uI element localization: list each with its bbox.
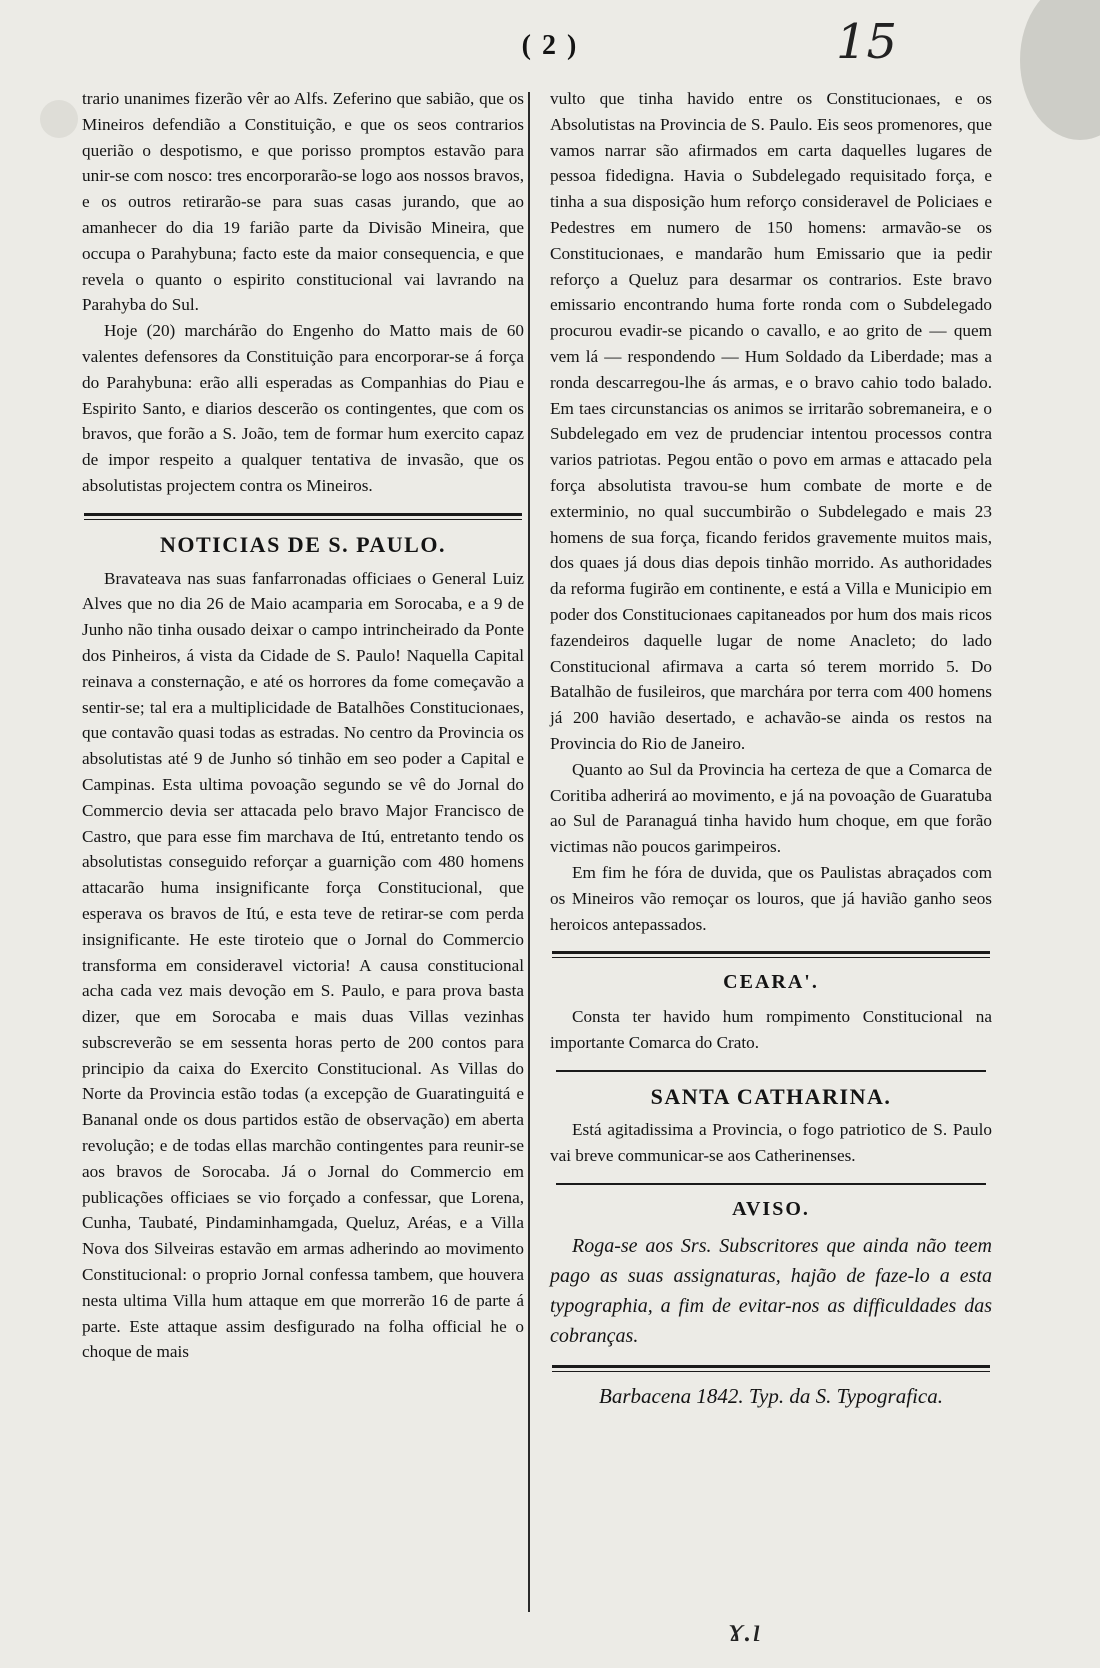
paragraph: Está agitadissima a Provincia, o fogo patriotico de S. Paulo vai breve communicar-se aos Catherinenses. (550, 1120, 992, 1166)
section-divider (84, 513, 522, 520)
right-column (550, 86, 992, 1410)
section-title-aviso: AVISO. (732, 1198, 810, 1221)
section-title-ceara: CEARA'. (723, 971, 819, 994)
continuation-paragraph: vulto que tinha havido entre os Constitucionaes, e os Absolutistas na Provincia de S. Paulo. Eis seos promenores, que vamos narrar são afirmados em carta daquelles lugares de pessoa fidedigna. Havia o Subdelegado requisitado força, e tinha a sua disposição hum reforço consideravel de Policiaes e Pedestres em numero de 150 homens: armavão-se os Constitucionaes, e mandarão hum Emissario que ia pedir reforço a Queluz para desarmar os contrarios. Este bravo emissario encontrando huma forte ronda com o Subdelegado procurou evadir-se picando o cavallo, e ao grito de — quem vem lá — respondendo — Hum Soldado da Liberdade; mas a ronda descarregou-lhe ás armas, e o bravo cahio todo balado. Em taes circunstancias os animos se irritarão sobremaneira, e o Subdelegado em vez de prudenciar intentou processos contra varios patriotas. Pegou então o povo em armas e attacado pela força absolutista travou-se hum combate de morte e de exterminio, no qual succumbirão o Subdelegado e mais 23 homens de sua força, ficando feridos gravemente muitos mais, dos quaes já dous dias depois tinhão morrido. As authoridades da reforma fugirão em continente, e está a Villa e Municipio em poder dos Constitucionaes capitaneados por hum dos mais ricos fazendeiros daquelle lugar de nome Anacleto; do lado Constitucional afirmava a carta só terem morrido 5. Do Batalhão de fusileiros, que marchára por terra com 400 homens já 200 havião desertado, e achavão-se ainda os restos na Provincia do Rio de Janeiro. (550, 89, 992, 753)
section-title-santa-catharina: SANTA CATHARINA. (650, 1083, 892, 1109)
column-divider (528, 92, 530, 1612)
imprint-line: Barbacena 1842. Typ. da S. Typografica. (599, 1383, 943, 1408)
paper-stain (40, 100, 78, 138)
paragraph: Em fim he fóra de duvida, que os Paulistas abraçados com os Mineiros vão remoçar os louros, que já havião ganho seos heroicos antepassados. (550, 862, 992, 934)
aviso-notice: Roga-se aos Srs. Subscritores que ainda não teem pago as suas assignaturas, hajão de faze-lo a esta typographia, a fim de evitar-nos as difficuldades das cobranças. (550, 1234, 992, 1347)
section-divider (552, 951, 990, 958)
paragraph: Hoje (20) marchárão do Engenho do Matto mais de 60 valentes defensores da Constituição para encorporar-se á força do Parahybuna: erão alli esperadas as Companhias do Piau e Espirito Santo, e diarios descerão os contingentes, que com os bravos, que forão a S. João, tem de formar hum exercito capaz de impor respeito a qualquer tentativa de invasão, que os absolutistas projectem contra os Mineiros. (82, 321, 524, 495)
paragraph: Quanto ao Sul da Provincia ha certeza de que a Comarca de Coritiba adherirá ao movimento, e já na povoação de Guaratuba ao Sul de Paranaguá tinha havido hum choque, em que forão victimas não poucos garimpeiros. (550, 759, 992, 857)
footer-divider (552, 1365, 990, 1372)
handwritten-scribble: ɤ.ı (728, 1612, 762, 1649)
left-column (82, 86, 524, 1365)
paper-stain (1020, 0, 1100, 140)
section-title-sao-paulo: NOTICIAS DE S. PAULO. (160, 531, 446, 557)
section-divider (556, 1070, 986, 1072)
paragraph: Bravateava nas suas fanfarronadas officiaes o General Luiz Alves que no dia 26 de Maio acamparia em Sorocaba, e a 9 de Junho não tinha ousado deixar o campo intrincheirado da Ponte dos Pinheiros, á vista da Cidade de S. Paulo! Naquella Capital reinava a consternação, e até os horrores da fome começavão a sentir-se; tal era a multiplicidade de Batalhões Constitucionaes, que contavão quasi todas as estradas. No centro da Provincia os absolutistas até 9 de Junho só tinhão em seo poder a Capital e Campinas. Esta ultima povoação segundo se vê do Jornal do Commercio devia ser attacada pelo bravo Major Francisco de Castro, que para esse fim marchava de Itú, entretanto tendo os absolutistas conseguido reforçar a guarnição com 480 homens attacarão huma insignificante força Constitucional, que esperava os bravos de Itú, e esta teve de retirar-se com perda insignificante. He este tiroteio que o Jornal do Commercio transforma em consideravel victoria! A causa constitucional acha cada vez mais devoção em S. Paulo, e para prova basta dizer, que em Sorocaba e mais duas Villas vezinhas subscreverão se em sessenta horas perto de 200 contos para principio da caixa do Exercito Constitucional. As Villas do Norte da Provincia estão todas (a excepção de Guaratinguitá e Bananal onde os dous partidos estão de observação) em aberta revolução; e de todas ellas marchão contingentes para reunir-se aos bravos de Sorocaba. Já o Jornal do Commercio em publicações officiaes se vio forçado a confessar, que Lorena, Cunha, Taubaté, Pindaminhamgada, Queluz, Aréas, e a Villa Nova dos Silveiras estavão em armas adherindo ao movimento Constitucional: o proprio Jornal confessa tambem, que houvera nesta ultima Villa hum attaque em que morrerão 16 de parte á parte. Este attaque assim desfigurado na folha official he o choque de mais (82, 568, 524, 1362)
page-number: ( 2 ) (521, 30, 579, 61)
handwritten-mark: 15 (836, 14, 898, 70)
section-divider (556, 1183, 986, 1185)
intro-paragraph: trario unanimes fizerão vêr ao Alfs. Zeferino que sabião, que os Mineiros defendião a Constituição, e que os seos contrarios querião o despotismo, e que porisso promptos estavão para unir-se com nosco: tres encorporarão-se logo aos nossos bravos, e os outros retirarão-se para suas casas jurando, que ao amanhecer do dia 19 farião parte da Divisão Mineira, que occupa o Parahybuna; facto este da maior consequencia, e que revela o quanto o espirito constitucional vai lavrando na Parahyba do Sul. (82, 89, 524, 315)
paragraph: Consta ter havido hum rompimento Constitucional na importante Comarca do Crato. (550, 1007, 992, 1052)
